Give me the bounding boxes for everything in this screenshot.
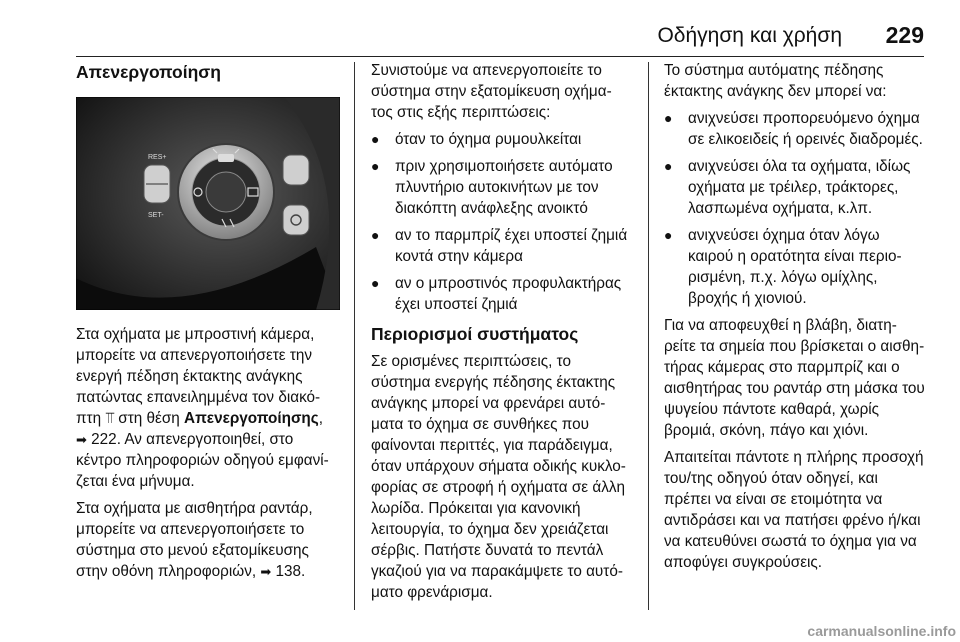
page-ref-138[interactable]: 138	[275, 563, 302, 580]
list-item: ● ανιχνεύσει προπορευόμενο όχημα σε ελικοειδείς ή ορεινές διαδρομές.	[664, 108, 926, 150]
page-number: 229	[885, 22, 924, 48]
recommendation-list	[371, 129, 633, 315]
page-ref-arrow-icon: ➡	[260, 564, 272, 579]
column-3	[664, 60, 926, 579]
page-ref-arrow-icon: ➡	[76, 432, 87, 447]
steering-wheel-controls-image	[76, 97, 340, 310]
set-minus-label: SET-	[148, 212, 164, 219]
column-divider	[648, 62, 649, 610]
res-plus-label: RES+	[148, 154, 167, 161]
steering-wheel-illustration	[76, 97, 340, 310]
column-1	[76, 62, 340, 588]
page-header	[0, 0, 960, 56]
cannot-detect-list	[664, 108, 926, 309]
recommendation-intro: Συνιστούμε να απενεργοποιείτε το σύστημα στην εξατομίκευση οχήμα-τος στις εξής περιπτώσεις:	[371, 62, 612, 121]
cannot-detect-intro: Το σύστημα αυτόματης πέδησης έκτακτης ανάγκης δεν μπορεί να:	[664, 62, 887, 100]
sensor-cleaning-paragraph: Για να αποφευχθεί η βλάβη, διατη-ρείτε τα σημεία που βρίσκεται ο αισθη-τήρας κάμερας στο παρμπρίζ και ο αισθητήρας του ραντάρ στη μάσκα του ψυγείου πάντοτε καθαρά, χωρίς βρομιά, σκόνη, πάγο και χιόνι.	[664, 317, 925, 439]
list-item: ● ανιχνεύσει όλα τα οχήματα, ιδίως οχήματα με τρέιλερ, τράκτορες, λασπωμένα οχήματα, κ.λπ.	[664, 156, 926, 219]
driver-attention-paragraph: Απαιτείται πάντοτε η πλήρης προσοχή του/της οδηγού όταν οδηγεί, και πρέπει να είναι σε ετοιμότητα να αντιδράσει και να πατήσει φρένο ή/και να κατευθύνει σωστά το όχημα για να αποφύγει συγκρούσεις.	[664, 449, 924, 571]
watermark: carmanualsonline.info	[807, 623, 956, 639]
header-title: Οδήγηση και χρήση	[657, 24, 842, 47]
switch-icon: ⫪	[105, 410, 115, 427]
deactivation-paragraph-camera: Στα οχήματα με μπροστινή κάμερα, μπορείτε να απενεργοποιήσετε την ενεργή πέδηση έκτακτης ανάγκης πατώντας επανειλημμένα τον διακό-πτη ⫪ στη θέση Απενεργοποίησης, ➡ 222. Αν απενεργοποιηθεί, στο κέντρο πληροφοριών οδηγού εμφανί-ζεται ένα μήνυμα.	[76, 326, 329, 490]
list-item: ● πριν χρησιμοποιήσετε αυτόματο πλυντήριο αυτοκινήτων με τον διακόπτη ανάφλεξης ανοικτό	[371, 156, 633, 219]
list-item: ● αν ο μπροστινός προφυλακτήρας έχει υποστεί ζημιά	[371, 273, 633, 315]
page-ref-222[interactable]: 222	[91, 431, 117, 448]
section-heading-deactivation: Απενεργοποίηση	[76, 62, 221, 82]
column-divider	[354, 62, 355, 610]
list-item: ● όταν το όχημα ρυμουλκείται	[371, 129, 633, 150]
list-item: ● αν το παρμπρίζ έχει υποστεί ζημιά κοντά στην κάμερα	[371, 225, 633, 267]
limitations-paragraph: Σε ορισμένες περιπτώσεις, το σύστημα ενεργής πέδησης έκτακτης ανάγκης μπορεί να φρενάρει αυτό-ματα το όχημα σε συνθήκες που φαίνονται περιττές, για παράδειγμα, όταν υπάρχουν σήματα οδικής κυκλο-φορίας σε στροφή ή οχήματα σε άλλη λωρίδα. Πρόκειται για κανονική λειτουργία, το όχημα δεν χρειάζεται σέρβις. Πατήστε δυνατά το πεντάλ γκαζιού για να παρακάμψετε το αυτό-ματο φρενάρισμα.	[371, 353, 626, 601]
list-item: ● ανιχνεύσει όχημα όταν λόγω καιρού η ορατότητα είναι περιο-ρισμένη, π.χ. λόγω ομίχλης, βροχής ή χιονιού.	[664, 225, 926, 309]
deactivation-paragraph-radar: Στα οχήματα με αισθητήρα ραντάρ, μπορείτε να απενεργοποιήσετε το σύστημα στο μενού εξατομίκευσης στην οθόνη πληροφοριών, ➡ 138.	[76, 500, 313, 580]
header-rule	[76, 56, 924, 57]
column-2	[371, 60, 633, 609]
section-heading-limitations: Περιορισμοί συστήματος	[371, 324, 579, 344]
